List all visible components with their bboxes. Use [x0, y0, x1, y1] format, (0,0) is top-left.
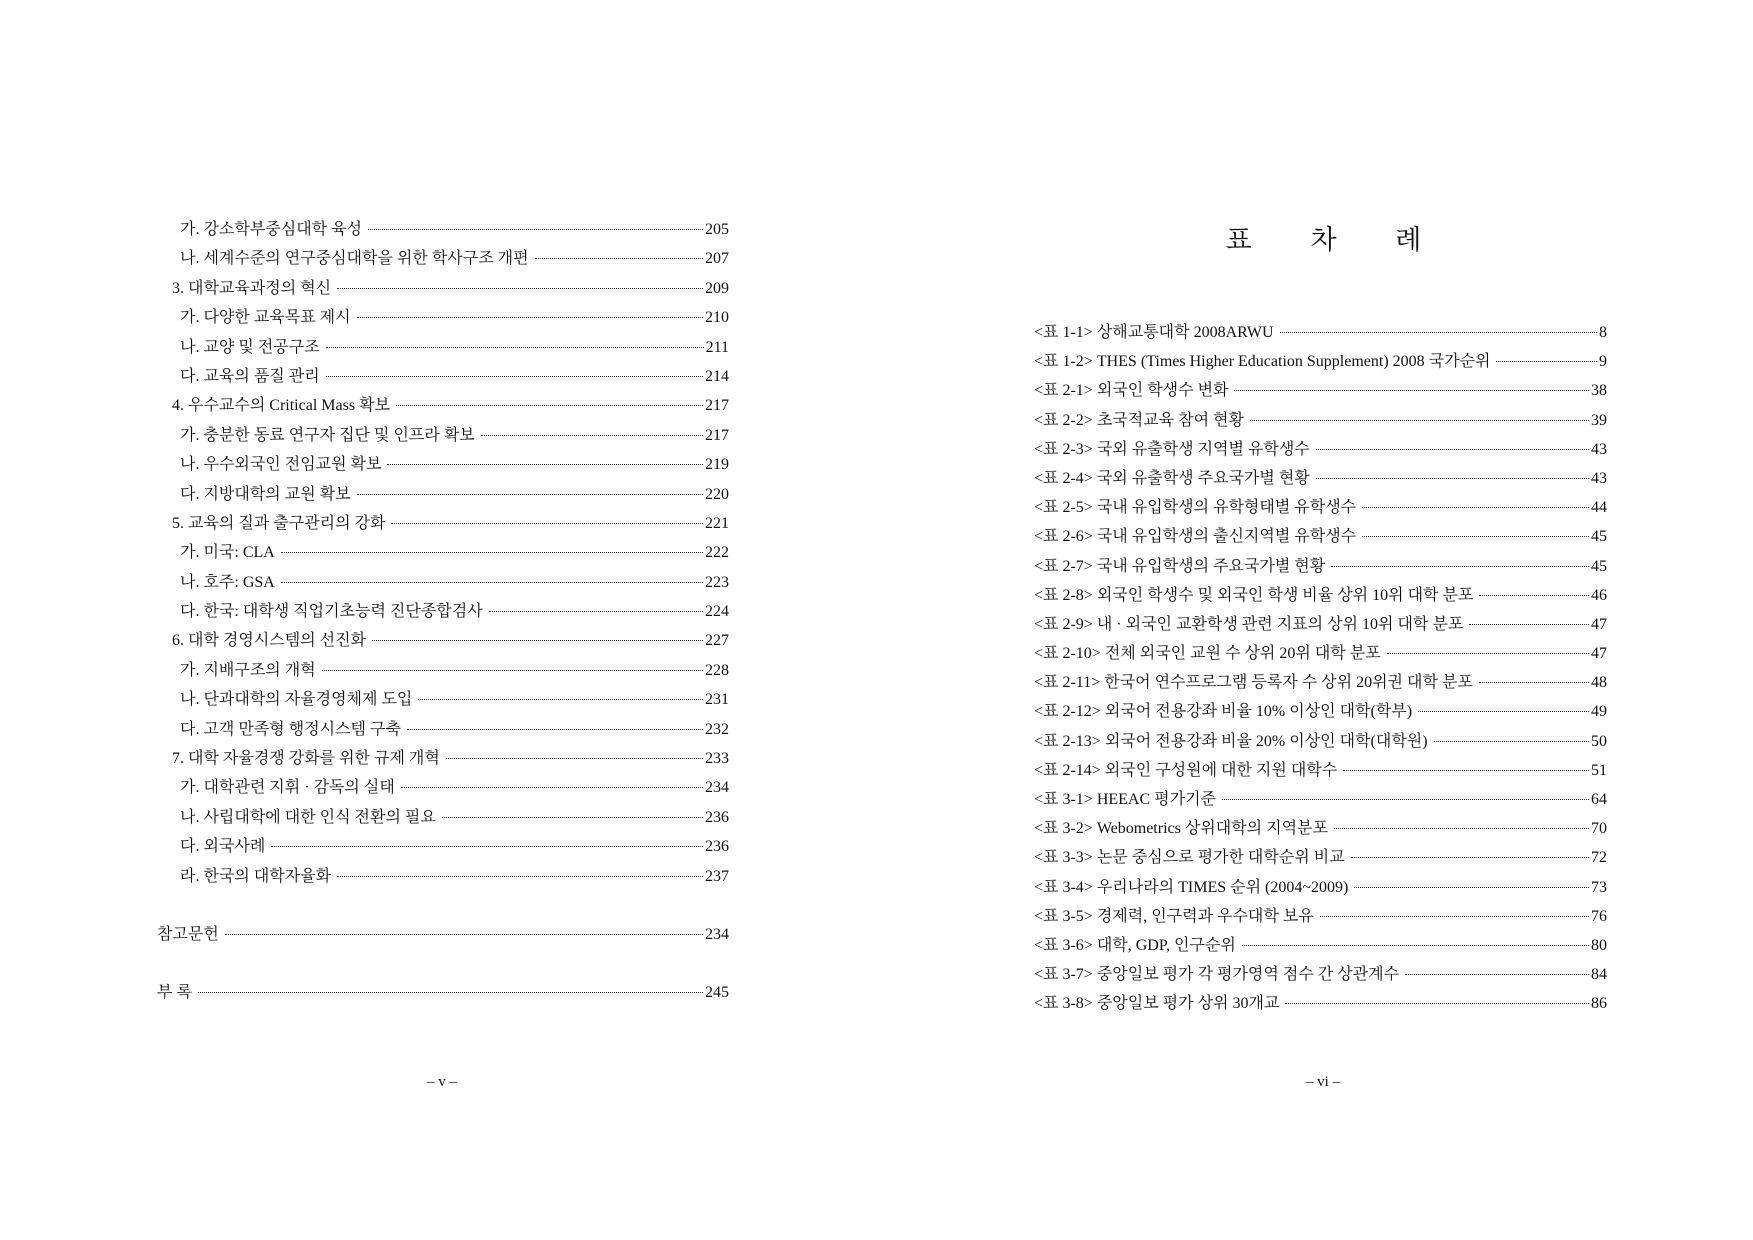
entry-label: <표 2-9> 내 · 외국인 교환학생 관련 지표의 상위 10위 대학 분포: [1034, 615, 1464, 633]
left-page: [0, 0, 876, 1240]
entry-label: 가. 지배구조의 개혁: [180, 661, 316, 679]
toc-entry[interactable]: [1034, 903, 1607, 932]
dot-leader: [1354, 887, 1589, 888]
toc-entry[interactable]: [1034, 582, 1607, 611]
dot-leader: [535, 258, 703, 259]
entry-label: <표 2-7> 국내 유입학생의 주요국가별 현황: [1034, 557, 1326, 575]
dot-leader: [1242, 945, 1589, 946]
entry-label: <표 3-5> 경제력, 인구력과 우수대학 보유: [1034, 907, 1314, 925]
entry-page-number: 44: [1591, 499, 1607, 517]
toc-entry[interactable]: [157, 745, 729, 774]
entry-label: <표 2-3> 국외 유출학생 지역별 유학생수: [1034, 440, 1310, 458]
toc-entry[interactable]: [157, 539, 729, 568]
dot-leader: [1222, 799, 1589, 800]
toc-entry[interactable]: [1034, 728, 1607, 757]
toc-entry[interactable]: [157, 451, 729, 480]
dot-leader: [1418, 711, 1589, 712]
entry-label: 가. 미국: CLA: [180, 544, 275, 562]
entry-page-number: 214: [705, 367, 729, 385]
entry-label: 라. 한국의 대학자율화: [180, 867, 332, 885]
entry-label: 나. 단과대학의 자율경영체제 도입: [180, 691, 413, 709]
entry-page-number: 70: [1591, 820, 1607, 838]
entry-label: <표 1-1> 상해교통대학 2008ARWU: [1034, 324, 1274, 341]
entry-label: <표 3-8> 중앙일보 평가 상위 30개교: [1034, 995, 1280, 1013]
entry-page-number: 43: [1591, 440, 1607, 458]
table-of-contents: [157, 216, 729, 1009]
entry-label: <표 2-14> 외국인 구성원에 대한 지원 대학수: [1034, 761, 1338, 779]
entry-page-number: 49: [1591, 703, 1607, 721]
dot-leader: [322, 670, 703, 671]
dot-leader: [368, 229, 703, 230]
entry-page-number: 73: [1591, 878, 1607, 896]
entry-label: 부 록: [157, 984, 192, 1002]
entry-label: 나. 사립대학에 대한 인식 전환의 필요: [180, 808, 436, 826]
dot-leader: [1331, 566, 1589, 567]
entry-page-number: 211: [705, 338, 729, 356]
entry-page-number: 219: [705, 456, 729, 474]
toc-entry[interactable]: [1034, 990, 1607, 1019]
dot-leader: [1362, 507, 1589, 508]
dot-leader: [1434, 741, 1589, 742]
entry-label: 가. 강소학부중심대학 육성: [180, 221, 363, 238]
entry-label: 다. 고객 만족형 행정시스템 구축: [180, 720, 401, 738]
entry-label: <표 3-3> 논문 중심으로 평가한 대학순위 비교: [1034, 849, 1345, 867]
toc-entry[interactable]: [1034, 465, 1607, 494]
toc-entry[interactable]: [157, 422, 729, 451]
entry-page-number: 45: [1591, 528, 1607, 546]
dot-leader: [1320, 916, 1589, 917]
entry-page-number: 47: [1591, 645, 1607, 663]
toc-entry[interactable]: [1034, 961, 1607, 990]
toc-entry[interactable]: [1034, 844, 1607, 873]
dot-leader: [1285, 1003, 1589, 1004]
entry-label: 가. 충분한 동료 연구자 집단 및 인프라 확보: [180, 426, 475, 444]
entry-page-number: 45: [1591, 557, 1607, 575]
dot-leader: [281, 552, 703, 553]
entry-page-number: 8: [1599, 324, 1607, 341]
list-of-tables: [1034, 319, 1607, 1020]
toc-entry[interactable]: [157, 686, 729, 715]
entry-page-number: 237: [705, 867, 729, 885]
entry-label: <표 3-4> 우리나라의 TIMES 순위 (2004~2009): [1034, 878, 1349, 896]
dot-leader: [337, 288, 703, 289]
entry-page-number: 220: [705, 485, 729, 503]
dot-leader: [489, 611, 703, 612]
entry-label: <표 2-6> 국내 유입학생의 출신지역별 유학생수: [1034, 528, 1357, 546]
toc-entry[interactable]: [157, 774, 729, 803]
dot-leader: [225, 934, 703, 935]
entry-page-number: 224: [705, 603, 729, 621]
dot-leader: [281, 582, 703, 583]
dot-leader: [391, 523, 703, 524]
toc-entry[interactable]: [1034, 494, 1607, 523]
entry-label: <표 2-2> 초국적교육 참여 현황: [1034, 411, 1244, 429]
dot-leader: [446, 758, 703, 759]
toc-entry[interactable]: [1034, 874, 1607, 903]
entry-label: 5. 교육의 질과 출구관리의 강화: [172, 514, 386, 532]
toc-entry[interactable]: [1034, 407, 1607, 436]
dot-leader: [1250, 420, 1589, 421]
dot-leader: [1316, 478, 1589, 479]
dot-leader: [1469, 624, 1589, 625]
right-page: [876, 0, 1753, 1240]
dot-leader: [1351, 857, 1589, 858]
entry-page-number: 217: [705, 426, 729, 444]
entry-label: <표 2-11> 한국어 연수프로그램 등록자 수 상위 20위권 대학 분포: [1034, 674, 1473, 692]
dot-leader: [1316, 449, 1589, 450]
toc-entry[interactable]: [157, 598, 729, 627]
toc-entry[interactable]: [1034, 523, 1607, 552]
toc-entry[interactable]: [157, 716, 729, 745]
entry-page-number: 227: [705, 632, 729, 650]
dot-leader: [481, 435, 703, 436]
toc-entry[interactable]: [157, 510, 729, 539]
entry-label: <표 2-12> 외국어 전용강좌 비율 10% 이상인 대학(학부): [1034, 703, 1413, 721]
toc-entry[interactable]: [157, 833, 729, 862]
entry-page-number: 80: [1591, 936, 1607, 954]
entry-page-number: 222: [705, 544, 729, 562]
entry-page-number: 84: [1591, 966, 1607, 984]
entry-label: 7. 대학 자율경쟁 강화를 위한 규제 개혁: [172, 750, 440, 768]
entry-label: 다. 한국: 대학생 직업기초능력 진단종합검사: [180, 603, 483, 621]
dot-leader: [1334, 828, 1589, 829]
toc-entry[interactable]: [1034, 786, 1607, 815]
entry-label: 다. 지방대학의 교원 확보: [180, 485, 351, 503]
entry-label: <표 3-6> 대학, GDP, 인구순위: [1034, 936, 1236, 954]
toc-entry[interactable]: [157, 569, 729, 598]
entry-page-number: 50: [1591, 732, 1607, 750]
dot-leader: [326, 376, 703, 377]
toc-entry[interactable]: [157, 304, 729, 333]
entry-label: 6. 대학 경영시스템의 선진화: [172, 632, 367, 650]
entry-page-number: 48: [1591, 674, 1607, 692]
entry-label: 다. 외국사례: [180, 838, 266, 856]
entry-label: <표 2-4> 국외 유출학생 주요국가별 현황: [1034, 469, 1310, 487]
entry-page-number: 234: [705, 925, 729, 943]
toc-entry[interactable]: [157, 657, 729, 686]
entry-page-number: 51: [1591, 761, 1607, 779]
dot-leader: [326, 347, 704, 348]
dot-leader: [271, 846, 703, 847]
toc-entry[interactable]: [157, 804, 729, 833]
toc-entry[interactable]: [1034, 698, 1607, 727]
dot-leader: [357, 317, 703, 318]
entry-label: 가. 다양한 교육목표 제시: [180, 309, 351, 327]
toc-entry[interactable]: [1034, 757, 1607, 786]
toc-entry[interactable]: [157, 979, 729, 1008]
entry-page-number: 232: [705, 720, 729, 738]
entry-page-number: 38: [1591, 382, 1607, 400]
entry-label: <표 2-5> 국내 유입학생의 유학형태별 유학생수: [1034, 499, 1357, 517]
toc-entry[interactable]: [1034, 377, 1607, 406]
entry-label: <표 3-7> 중앙일보 평가 각 평가영역 점수 간 상관계수: [1034, 966, 1400, 984]
entry-label: 참고문헌: [157, 925, 219, 943]
entry-label: <표 2-13> 외국어 전용강좌 비율 20% 이상인 대학(대학원): [1034, 732, 1428, 750]
entry-page-number: 64: [1591, 791, 1607, 808]
entry-page-number: 86: [1591, 995, 1607, 1013]
entry-label: <표 3-2> Webometrics 상위대학의 지역분포: [1034, 820, 1328, 838]
entry-page-number: 231: [705, 691, 729, 709]
dot-leader: [1479, 682, 1589, 683]
entry-label: 나. 교양 및 전공구조: [180, 338, 320, 356]
dot-leader: [357, 494, 703, 495]
toc-entry[interactable]: [1034, 815, 1607, 844]
dot-leader: [1343, 770, 1589, 771]
toc-entry[interactable]: [157, 481, 729, 510]
entry-page-number: 210: [705, 309, 729, 327]
entry-label: 다. 교육의 품질 관리: [180, 367, 320, 385]
page-title: 표 차 례: [1225, 225, 1448, 255]
entry-label: 나. 세계수준의 연구중심대학을 위한 학사구조 개편: [180, 250, 529, 268]
page-number-footer: – v –: [427, 1074, 457, 1090]
entry-page-number: 236: [705, 808, 729, 826]
toc-entry[interactable]: [157, 392, 729, 421]
entry-label: <표 2-1> 외국인 학생수 변화: [1034, 382, 1229, 400]
entry-label: 가. 대학관련 지휘 · 감독의 실태: [180, 779, 395, 797]
dot-leader: [401, 787, 703, 788]
entry-page-number: 245: [705, 984, 729, 1002]
dot-leader: [1280, 332, 1597, 333]
entry-page-number: 228: [705, 661, 729, 679]
dot-leader: [372, 640, 703, 641]
dot-leader: [442, 817, 703, 818]
toc-entry[interactable]: [157, 275, 729, 304]
entry-page-number: 47: [1591, 615, 1607, 633]
entry-label: <표 1-2> THES (Times Higher Education Supplement) 2008 국가순위: [1034, 353, 1491, 371]
page-number-footer: – vi –: [1305, 1074, 1341, 1090]
entry-page-number: 217: [705, 397, 729, 415]
entry-page-number: 236: [705, 838, 729, 856]
dot-leader: [337, 876, 703, 877]
entry-page-number: 43: [1591, 469, 1607, 487]
entry-page-number: 207: [705, 250, 729, 268]
entry-label: 3. 대학교육과정의 혁신: [172, 279, 332, 297]
entry-label: 4. 우수교수의 Critical Mass 확보: [172, 397, 390, 415]
entry-page-number: 39: [1591, 411, 1607, 429]
toc-entry[interactable]: [1034, 553, 1607, 582]
dot-leader: [1405, 974, 1589, 975]
toc-entry[interactable]: [1034, 611, 1607, 640]
entry-label: 나. 호주: GSA: [180, 573, 275, 591]
toc-entry[interactable]: [1034, 319, 1607, 348]
entry-page-number: 205: [705, 221, 729, 238]
entry-page-number: 221: [705, 514, 729, 532]
entry-page-number: 233: [705, 750, 729, 768]
toc-entry[interactable]: [1034, 669, 1607, 698]
entry-label: <표 2-8> 외국인 학생수 및 외국인 학생 비율 상위 10위 대학 분포: [1034, 586, 1474, 604]
toc-entry[interactable]: [157, 216, 729, 245]
toc-entry[interactable]: [1034, 348, 1607, 377]
spacer: [157, 892, 729, 921]
toc-entry[interactable]: [1034, 640, 1607, 669]
entry-page-number: 76: [1591, 907, 1607, 925]
entry-page-number: 223: [705, 573, 729, 591]
dot-leader: [1362, 536, 1589, 537]
dot-leader: [1496, 361, 1597, 362]
dot-leader: [1234, 390, 1589, 391]
entry-label: 나. 우수외국인 전임교원 확보: [180, 456, 382, 474]
toc-entry[interactable]: [157, 363, 729, 392]
entry-label: <표 2-10> 전체 외국인 교원 수 상위 20위 대학 분포: [1034, 645, 1381, 663]
entry-page-number: 234: [705, 779, 729, 797]
dot-leader: [198, 992, 703, 993]
toc-entry[interactable]: [157, 245, 729, 274]
dot-leader: [418, 699, 703, 700]
entry-page-number: 9: [1599, 353, 1607, 371]
entry-page-number: 72: [1591, 849, 1607, 867]
toc-entry[interactable]: [157, 627, 729, 656]
dot-leader: [407, 729, 703, 730]
entry-page-number: 209: [705, 279, 729, 297]
toc-entry[interactable]: [157, 921, 729, 950]
toc-entry[interactable]: [1034, 932, 1607, 961]
spacer: [157, 950, 729, 979]
toc-entry[interactable]: [1034, 436, 1607, 465]
dot-leader: [387, 464, 703, 465]
dot-leader: [1479, 595, 1589, 596]
dot-leader: [396, 405, 703, 406]
toc-entry[interactable]: [157, 863, 729, 892]
entry-page-number: 46: [1591, 586, 1607, 604]
entry-label: <표 3-1> HEEAC 평가기준: [1034, 791, 1216, 808]
toc-entry[interactable]: [157, 334, 729, 363]
dot-leader: [1387, 653, 1589, 654]
